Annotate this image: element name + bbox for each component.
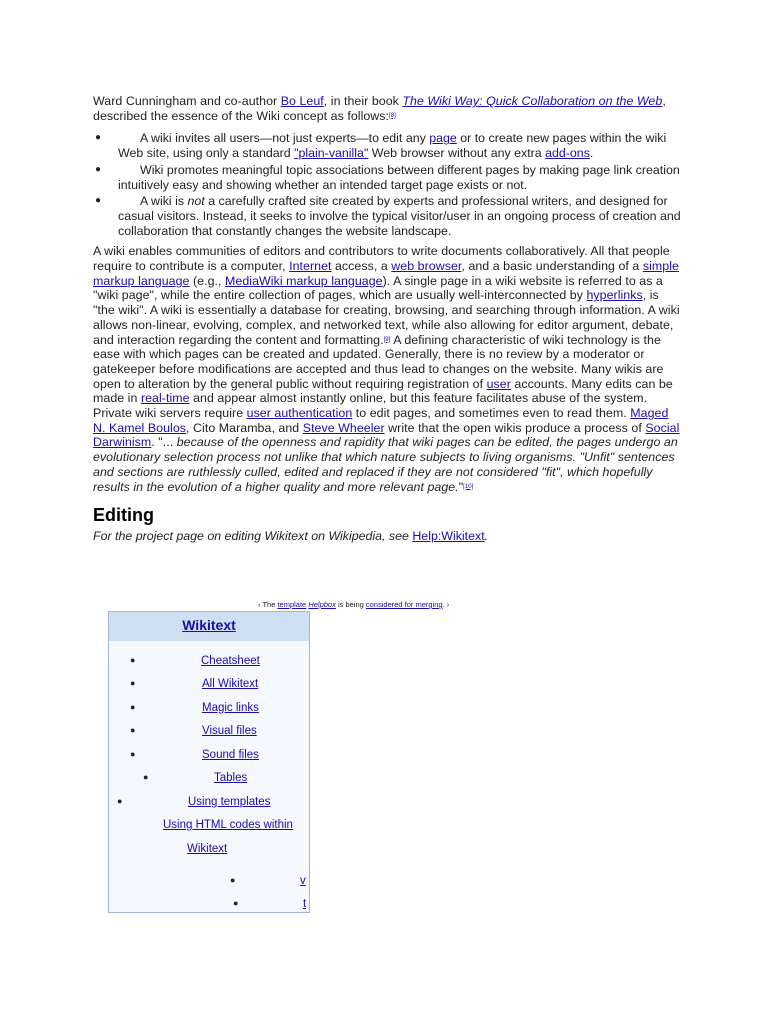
wiki-description-paragraph <box>93 244 683 494</box>
merge-notice <box>258 600 449 609</box>
helpbox-item-magic-links[interactable]: Magic links <box>202 702 259 714</box>
list-item <box>93 163 683 192</box>
para-text: accounts. Many edits can be made in <box>93 376 673 406</box>
steve-wheeler-link[interactable]: Steve Wheeler <box>302 420 385 435</box>
plain-vanilla-link[interactable]: "plain-vanilla" <box>294 146 369 161</box>
helpbox-item-visual-files[interactable]: Visual files <box>202 725 257 737</box>
intro-text: , in their book <box>323 94 403 108</box>
wikitext-helpbox <box>108 611 310 913</box>
bullet-icon: ● <box>143 772 149 782</box>
helpbox-item-using-templates[interactable]: Using templates <box>188 796 271 808</box>
para-text: and appear almost instantly online, but this feature facilitates abuse of the system. Private wiki servers require <box>93 391 648 421</box>
view-template-link[interactable]: v <box>300 875 306 887</box>
helpbox-title-link[interactable]: Wikitext <box>182 617 236 633</box>
bullet-icon: ● <box>233 898 239 908</box>
bullet-icon: ● <box>95 195 102 207</box>
reference-9[interactable]: [9] <box>383 336 391 343</box>
intro-text: Ward Cunningham and co-author <box>93 94 281 108</box>
list-item <box>93 131 683 160</box>
bullet-icon: ● <box>117 796 123 806</box>
merge-text: is being <box>335 600 366 609</box>
para-text: A defining characteristic of wiki technology is the ease with which pages can be created and updated. Generally, there is no review by a moderator or gatekeeper before modifications are accepted and thus lead to changes on the website. Many wikis are open to alteration by the general public without requiring registration of <box>93 332 664 391</box>
intro-paragraph <box>93 94 683 123</box>
bullet-icon: ● <box>130 678 136 688</box>
para-text: . "... <box>151 435 174 450</box>
bullet-icon: ● <box>130 655 136 665</box>
wiki-essence-list <box>93 131 683 238</box>
social-darwinism-link[interactable]: Social Darwinism <box>93 420 680 450</box>
helpbox-header <box>109 612 309 641</box>
list-text: A wiki invites all users—not just experts—to edit any <box>140 131 430 146</box>
bullet-icon: ● <box>130 749 136 759</box>
para-text: to edit pages, and sometimes even to read them. <box>352 406 631 421</box>
helpbox-item-html-codes[interactable]: Using HTML codes within <box>163 819 293 831</box>
talk-template-link[interactable]: t <box>303 898 307 910</box>
para-text: ). A single page in a wiki website is referred to as a "wiki page", while the entire collection of pages, which are usually well-interconnected by <box>93 273 663 303</box>
para-text: (e.g., <box>189 273 226 288</box>
list-text: . <box>589 146 594 161</box>
list-text: A wiki is <box>140 194 188 209</box>
para-text: access, a <box>331 259 392 274</box>
user-link[interactable]: user <box>486 376 511 391</box>
list-text: a carefully crafted site created by experts and professional writers, and designed for casual visitors. Instead, it seeks to involve the typical visitor/user in an ongoing process of creation and collaboration that constantly changes the website landscape. <box>118 194 681 238</box>
helpbox-item-html-codes-cont[interactable]: Wikitext <box>187 843 228 855</box>
emphasis-not: not <box>187 194 205 209</box>
simple-markup-link[interactable]: simple markup language <box>93 259 679 288</box>
editing-heading: Editing <box>93 505 154 526</box>
hatnote-text: For the project page on editing Wikitext on Wikipedia, see <box>93 529 413 544</box>
bullet-icon: ● <box>130 702 136 712</box>
merge-text: . › <box>442 600 450 609</box>
helpbox-item-cheatsheet[interactable]: Cheatsheet <box>201 655 260 667</box>
para-text: , and a basic understanding of a <box>461 259 643 274</box>
hatnote-text: . <box>484 529 489 544</box>
quote-text: because of the openness and rapidity that wiki pages can be edited, the pages undergo an evolutionary selection process not unlike that which nature subjects to living organisms. "Unfit" sentences and sections are ruthlessly culled, edited and replaced if they are not considered "fit", which hopefully results in the evolution of a higher quality and more relevant page. <box>93 435 678 494</box>
page-link[interactable]: page <box>429 131 457 146</box>
para-text: , Cito Maramba, and <box>186 420 303 435</box>
list-text: Wiki promotes meaningful topic associations between different pages by making page link creation intuitively easy and showing whether an intended target page exists or not. <box>118 162 680 192</box>
web-browser-link[interactable]: web browser <box>391 259 462 274</box>
para-text: " <box>458 479 464 494</box>
bullet-icon: ● <box>230 875 236 885</box>
list-item <box>93 194 683 238</box>
bullet-icon: ● <box>95 163 102 175</box>
list-text: or to create new pages within the wiki Web site, using only a standard <box>118 131 667 161</box>
para-text: A wiki enables communities of editors and contributors to write documents collaboratively. All that people require to contribute is a computer, <box>93 244 670 274</box>
user-authentication-link[interactable]: user authentication <box>246 406 353 421</box>
add-ons-link[interactable]: add-ons <box>545 146 590 161</box>
para-text: , is "the wiki". A wiki is essentially a database for creating, browsing, and searching through information. A wiki allows non-linear, evolving, complex, and networked text, while also allowing for editor argument, debate, and interaction regarding the content and formatting. <box>93 288 680 347</box>
para-text: write that the open wikis produce a process of <box>384 420 646 435</box>
bullet-icon: ● <box>130 725 136 735</box>
help-wikitext-link[interactable]: Help:Wikitext <box>412 529 485 544</box>
considered-for-merging-link[interactable]: considered for merging <box>365 600 443 609</box>
helpbox-link[interactable]: Helpbox <box>308 600 336 609</box>
internet-link[interactable]: Internet <box>289 259 332 274</box>
hyperlinks-link[interactable]: hyperlinks <box>586 288 643 303</box>
helpbox-item-all-wikitext[interactable]: All Wikitext <box>202 678 259 690</box>
intro-text: , described the essence of the Wiki concept as follows: <box>93 94 666 123</box>
mediawiki-markup-link[interactable]: MediaWiki markup language <box>225 273 383 288</box>
list-text: Web browser without any extra <box>368 146 546 161</box>
reference-10[interactable]: [10] <box>463 483 474 490</box>
helpbox-item-sound-files[interactable]: Sound files <box>202 749 259 761</box>
bo-leuf-link[interactable]: Bo Leuf <box>280 94 324 108</box>
merge-text: ‹ The <box>258 600 278 609</box>
article-body <box>93 94 683 544</box>
wiki-way-book-link[interactable]: The Wiki Way: Quick Collaboration on the Web <box>402 94 663 108</box>
hatnote <box>93 529 683 544</box>
template-link[interactable]: template <box>277 600 307 609</box>
real-time-link[interactable]: real-time <box>140 391 190 406</box>
helpbox-item-tables[interactable]: Tables <box>214 772 248 784</box>
bullet-icon: ● <box>95 132 102 144</box>
reference-8[interactable]: [8] <box>389 112 396 119</box>
maged-boulos-link[interactable]: Maged N. Kamel Boulos <box>93 406 669 435</box>
